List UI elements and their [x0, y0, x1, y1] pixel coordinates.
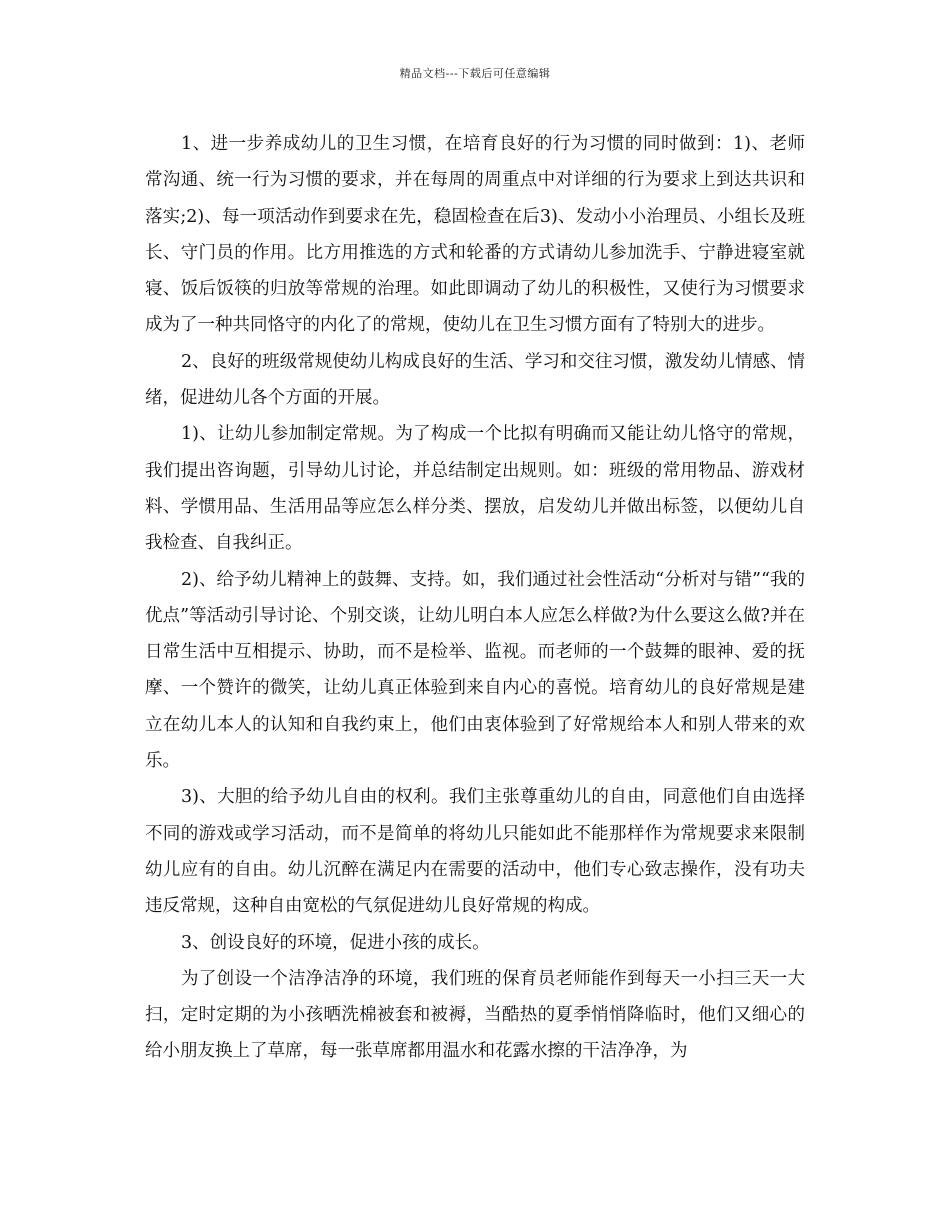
- paragraph-class-routine: 2、良好的班级常规使幼儿构成良好的生活、学习和交往习惯，激发幼儿情感、情绪，促进幼儿各个方面的开展。: [145, 351, 805, 409]
- document-body: [145, 126, 805, 1070]
- paragraph-clean-environment: 为了创设一个洁净洁净的环境，我们班的保育员老师能作到每天一小扫三天一大扫，定时定期的为小孩晒洗棉被套和被褥，当酷热的夏季悄悄降临时，他们又细心的给小朋友换上了草席，每一张草席都用温水和花露水擦的干洁净净，为: [145, 968, 805, 1062]
- paragraph-hygiene-habits: 1、进一步养成幼儿的卫生习惯，在培育良好的行为习惯的同时做到：1)、老师常沟通、统一行为习惯的要求，并在每周的周重点中对详细的行为要求上到达共识和落实;2)、每一项活动作到要求在先，稳固检查在后3)、发动小小治理员、小组长及班长、守门员的作用。比方用推选的方式和轮番的方式请幼儿参加洗手、宁静进寝室就寝、饭后饭筷的归放等常规的治理。如此即调动了幼儿的积极性，又使行为习惯要求成为了一种共同恪守的内化了的常规，使幼儿在卫生习惯方面有了特别大的进步。: [145, 134, 805, 336]
- paragraph-environment-heading: 3、创设良好的环境，促进小孩的成长。: [181, 932, 490, 953]
- paragraph-rule-making: 1)、让幼儿参加制定常规。为了构成一个比拟有明确而又能让幼儿恪守的常规，我们提出咨询题，引导幼儿讨论，并总结制定出规则。如：班级的常用物品、游戏材料、学惯用品、生活用品等应怎么样分类、摆放，启发幼儿并做出标签，以便幼儿自我检查、自我纠正。: [145, 424, 805, 554]
- paragraph-encouragement: 2)、给予幼儿精神上的鼓舞、支持。如，我们通过社会性活动“分析对与错”“我的优点”等活动引导讨论、个别交谈，让幼儿明白本人应怎么样做?为什么要这么做?并在日常生活中互相提示、协助，而不是检举、监视。而老师的一个鼓舞的眼神、爱的抚摩、一个赞许的微笑，让幼儿真正体验到来自内心的喜悦。培育幼儿的良好常规是建立在幼儿本人的认知和自我约束上，他们由衷体验到了好常规给本人和别人带来的欢乐。: [145, 569, 805, 772]
- paragraph-freedom: 3)、大胆的给予幼儿自由的权利。我们主张尊重幼儿的自由，同意他们自由选择不同的游戏或学习活动，而不是简单的将幼儿只能如此不能那样作为常规要求来限制幼儿应有的自由。幼儿沉醉在满足内在需要的活动中，他们专心致志操作，没有功夫违反常规，这种自由宽松的气氛促进幼儿良好常规的构成。: [145, 787, 805, 917]
- page-header: 精品文档---下载后可任意编辑: [399, 67, 551, 80]
